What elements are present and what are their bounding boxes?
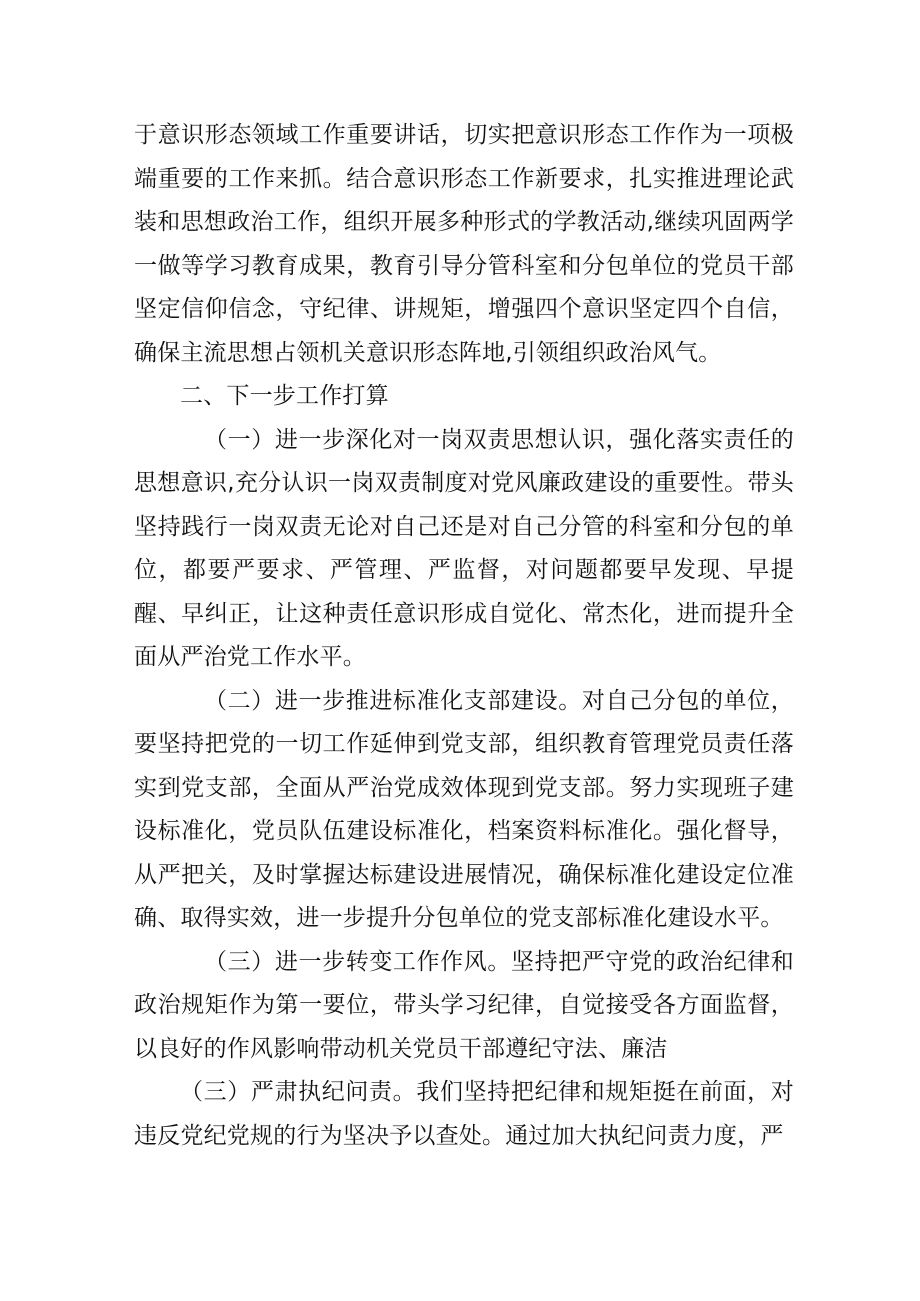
paragraph-item-3: （三）进一步转变工作作风。坚持把严守党的政治纪律和政治规矩作为第一要位，带头学习纪律，自觉接受各方面监督，以良好的作风影响带动机关党员干部遵纪守法、廉洁 bbox=[134, 948, 794, 1062]
paragraph-item-3b: （三）严肃执纪问责。我们坚持把纪律和规矩挺在前面，对违反党纪党规的行为坚决予以查处。通过加大执纪问责力度，严 bbox=[134, 1079, 794, 1149]
paragraph-continuation: 于意识形态领域工作重要讲话，切实把意识形态工作作为一项极端重要的工作来抓。结合意识形态工作新要求，扎实推进理论武装和思想政治工作，组织开展多种形式的学教活动,继续巩固两学一做等学习教育成果，教育引导分管科室和分包单位的党员干部坚定信仰信念，守纪律、讲规矩，增强四个意识坚定四个自信，确保主流思想占领机关意识形态阵地,引领组织政治风气。 bbox=[134, 122, 794, 366]
paragraph-item-1: （一）进一步深化对一岗双责思想认识，强化落实责任的思想意识,充分认识一岗双责制度对党风廉政建设的重要性。带头坚持践行一岗双责无论对自己还是对自己分管的科室和分包的单位，都要严要求、严管理、严监督，对问题都要早发现、早提醒、早纠正，让这种责任意识形成自觉化、常杰化，进而提升全面从严治党工作水平。 bbox=[134, 426, 794, 670]
paragraph-item-2: （二）进一步推进标准化支部建设。对自己分包的单位，要坚持把党的一切工作延伸到党支部，组织教育管理党员责任落实到党支部，全面从严治党成效体现到党支部。努力实现班子建设标准化，党员队伍建设标准化，档案资料标准化。强化督导，从严把关，及时掌握达标建设进展情况，确保标准化建设定位准确、取得实效，进一步提升分包单位的党支部标准化建设水平。 bbox=[134, 687, 794, 931]
section-heading: 二、下一步工作打算 bbox=[180, 383, 389, 409]
document-body bbox=[134, 114, 794, 1158]
